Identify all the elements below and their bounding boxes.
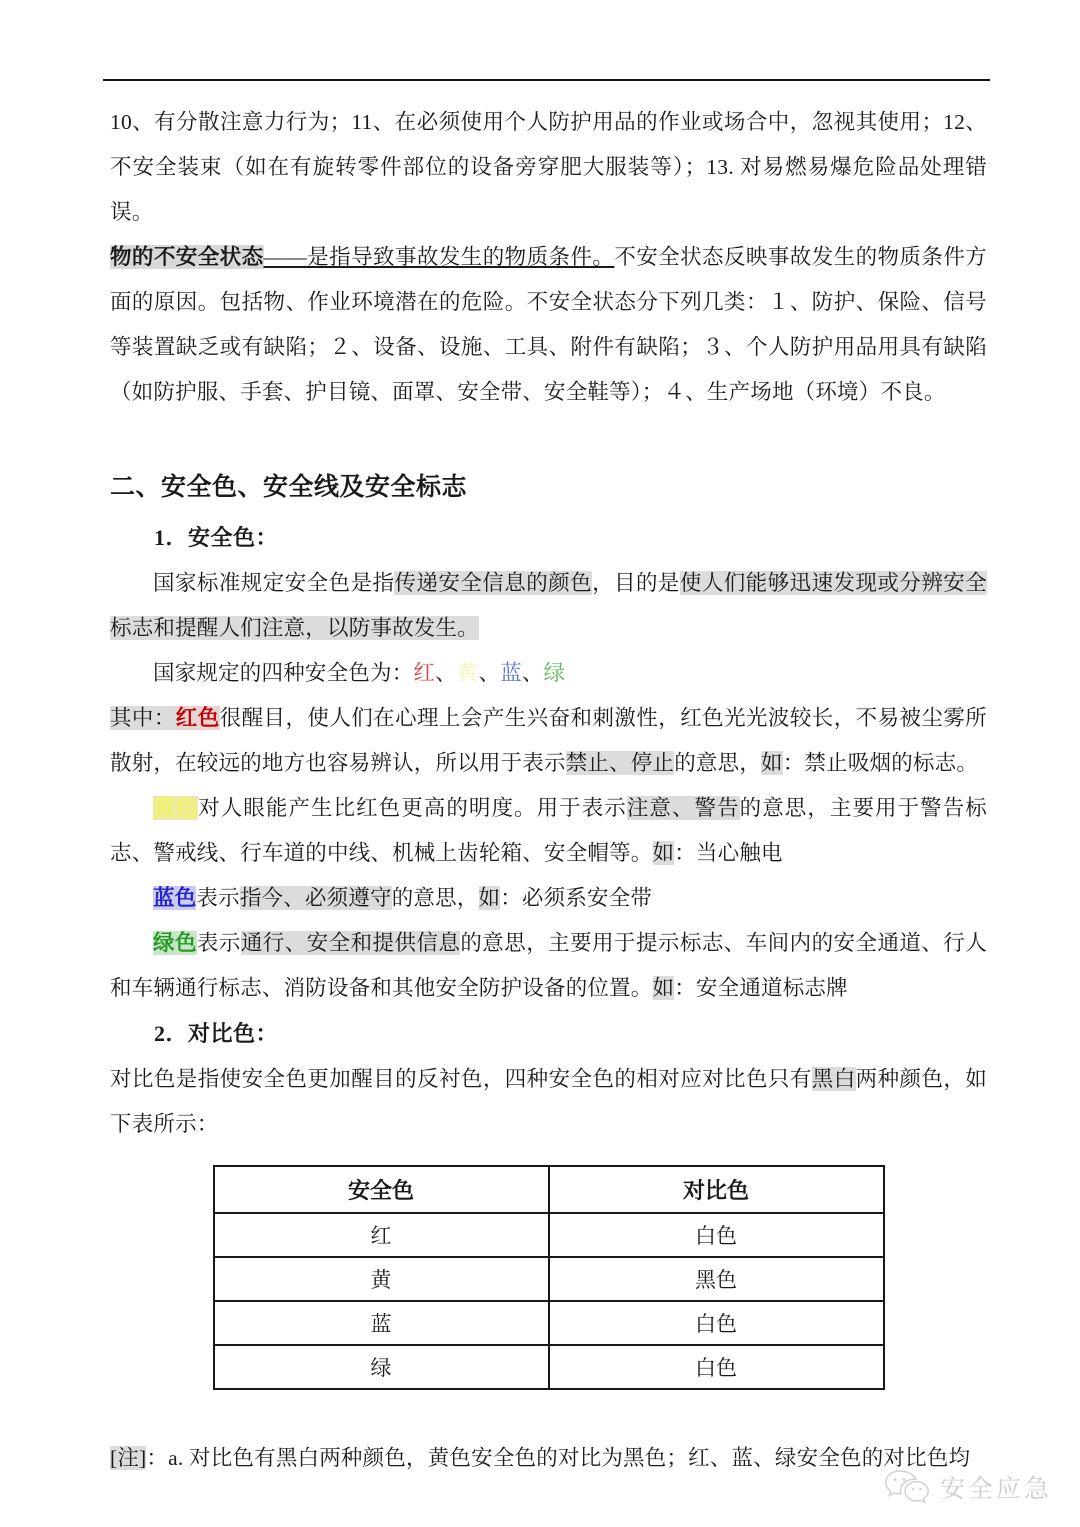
separator: 、 <box>521 661 544 685</box>
highlight-purpose: 使人们能够迅速发现或分辨安全标志和提醒人们注意，以防事故发生。 <box>110 571 987 640</box>
highlight-transmit-info: 传递安全信息的颜色 <box>394 571 593 595</box>
text-1: 对比色是指使安全色更加醒目的反衬色，四种安全色的相对应对比色只有 <box>110 1067 812 1091</box>
cell-safety-color: 黄 <box>214 1257 549 1301</box>
cell-contrast-color: 白色 <box>549 1301 884 1345</box>
term-definition: ――是指导致事故发生的物质条件。 <box>263 245 615 269</box>
paragraph-text: 10、有分散注意力行为；11、在必须使用个人防护用品的作业或场合中，忽视其使用；12、不安全装束（如在有旋转零件部位的设备旁穿肥大服装等）；13. 对易燃易爆危险品处理错误。 <box>110 110 987 224</box>
cell-contrast-color: 白色 <box>549 1345 884 1389</box>
watermark-logo <box>884 1469 1052 1505</box>
separator: 、 <box>478 661 501 685</box>
table-row <box>214 1301 884 1345</box>
cell-contrast-color: 白色 <box>549 1213 884 1257</box>
highlight-attention-warning: 注意、警告 <box>626 796 740 820</box>
paragraph-safety-color-definition <box>110 561 987 651</box>
paragraph-unsafe-acts <box>110 100 987 235</box>
highlight-among-them: 其中： <box>110 706 176 730</box>
highlight-yellow-color: 黄色 <box>153 796 199 820</box>
cell-contrast-color: 黑色 <box>549 1257 884 1301</box>
term-unsafe-state: 物的不安全状态 <box>110 245 264 269</box>
column-header-contrast-color: 对比色 <box>549 1166 884 1213</box>
text-2: 的意思， <box>391 886 479 910</box>
document-body <box>110 100 987 1481</box>
highlight-prohibit-stop: 禁止、停止 <box>565 751 675 775</box>
highlight-eg-3: 如 <box>478 886 501 910</box>
text-2: 的意思， <box>674 751 762 775</box>
text-lead: 国家标准规定安全色是指 <box>153 571 395 595</box>
table-row <box>214 1345 884 1389</box>
paragraph-red-meaning <box>110 696 987 786</box>
column-header-safety-color: 安全色 <box>214 1166 549 1213</box>
subheading-contrast-color: 2．对比色： <box>154 1021 279 1046</box>
text-2: 的意思，主要用于警告标志、警戒线、行车道的中线、机械上齿轮箱、安全帽等。 <box>110 796 988 865</box>
text-3: ：必须系安全带 <box>500 886 653 910</box>
watermark-label: 安全应急 <box>939 1475 1052 1503</box>
paragraph-yellow-meaning <box>110 786 987 876</box>
text-3: ：禁止吸烟的标志。 <box>782 751 979 775</box>
color-word-red: 红 <box>413 661 436 685</box>
paragraph-four-colors <box>110 651 987 696</box>
highlight-instruction-must-obey: 指今、必须遵守 <box>239 886 392 910</box>
cell-safety-color: 绿 <box>214 1345 549 1389</box>
highlight-black-white: 黑白 <box>811 1067 856 1091</box>
color-word-blue: 蓝 <box>500 661 522 685</box>
highlight-eg-4: 如 <box>652 976 675 1000</box>
text-2: 两种颜色，如下表所示： <box>110 1067 988 1136</box>
highlight-eg-2: 如 <box>652 841 675 865</box>
text-3: ：安全通道标志牌 <box>674 976 848 1000</box>
section-spacer <box>110 415 987 461</box>
text-lead: 国家规定的四种安全色为： <box>153 661 414 685</box>
text-1: 表示 <box>196 886 240 910</box>
subheading-safety-color: 1．安全色： <box>154 525 279 550</box>
highlight-eg-1: 如 <box>761 751 783 775</box>
text-1: 表示 <box>196 931 241 955</box>
highlight-green-color: 绿色 <box>153 931 197 955</box>
table-row <box>214 1213 884 1257</box>
highlight-blue-color: 蓝色 <box>153 886 197 910</box>
header-rule <box>103 79 990 81</box>
wechat-icon <box>884 1469 930 1505</box>
paragraph-text: 不安全状态反映事故发生的物质条件方面的原因。包括物、作业环境潜在的危险。不安全状态分下列几类：１、防护、保险、信号等装置缺乏或有缺陷；２、设备、设施、工具、附件有缺陷；３、个人防护用品用具有缺陷（如防护服、手套、护目镜、面罩、安全带、安全鞋等）；４、生产场地（环境）不良。 <box>110 245 987 404</box>
paragraph-blue-meaning <box>110 876 987 921</box>
separator: 、 <box>435 661 457 685</box>
paragraph-green-meaning <box>110 921 987 1011</box>
table-row <box>214 1257 884 1301</box>
highlight-pass-safe-info: 通行、安全和提供信息 <box>240 931 461 955</box>
cell-safety-color: 红 <box>214 1213 549 1257</box>
color-word-green: 绿 <box>543 661 566 685</box>
color-word-yellow: 黄 <box>456 661 479 685</box>
note-tag: [注] <box>110 1446 147 1470</box>
section-heading-safety-colors: 二、安全色、安全线及安全标志 <box>110 474 468 501</box>
paragraph-contrast-definition <box>110 1057 987 1147</box>
highlight-red-color: 红色 <box>175 706 220 730</box>
safety-contrast-color-table <box>213 1165 885 1390</box>
note-text: ：a. 对比色有黑白两种颜色，黄色安全色的对比为黑色；红、蓝、绿安全色的对比色均 <box>146 1446 971 1470</box>
text-1: 很醒目，使人们在心理上会产生兴奋和刺激性，红色光光波较长，不易被尘雾所散射，在较远的地方也容易辨认，所以用于表示 <box>110 706 987 775</box>
text-mid: ，目的是 <box>592 571 680 595</box>
paragraph-unsafe-state <box>110 235 987 415</box>
table-header-row <box>214 1166 884 1213</box>
cell-safety-color: 蓝 <box>214 1301 549 1345</box>
text-3: ：当心触电 <box>674 841 783 865</box>
text-2: 的意思，主要用于提示标志、车间内的安全通道、行人和车辆通行标志、消防设备和其他安全防护设备的位置。 <box>110 931 987 1000</box>
text-1: 对人眼能产生比红色更高的明度。用于表示 <box>198 796 627 820</box>
paragraph-note <box>110 1436 987 1481</box>
